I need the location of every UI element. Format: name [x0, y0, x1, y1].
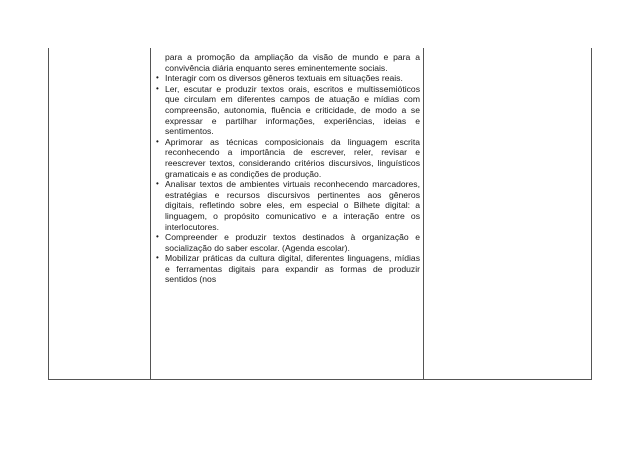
content-table [48, 48, 592, 380]
list-item-text: Analisar textos de ambientes virtuais reconhecendo marcadores, estratégias e recursos discursivos pertinentes aos gêneros digitais, refletindo sobre eles, em especial o Bilhete digital: a linguagem, o propósito comunicativo e a interação entre os interlocutores. [165, 179, 420, 232]
list-item-text: Interagir com os diversos gêneros textuais em situações reais. [165, 73, 403, 84]
list-item [155, 137, 420, 179]
right-column-cell [424, 48, 591, 379]
left-column-cell [49, 48, 151, 379]
list-item-text: Ler, escutar e produzir textos orais, escritos e multissemióticos que circulam em diferentes campos de atuação e mídias com compreensão, autonomia, fluência e criticidade, de modo a se expressar e partilhar informações, experiências, ideias e sentimentos. [165, 83, 420, 137]
list-item-text: Compreender e produzir textos destinados à organização e socialização do saber escolar. (Agenda escolar). [165, 232, 420, 253]
bullet-icon: • [156, 179, 159, 189]
middle-column-cell [151, 48, 424, 379]
bullet-icon: • [156, 83, 159, 93]
list-item-text: Aprimorar as técnicas composicionais da linguagem escrita reconhecendo a importância de escrever, reler, revisar e reescrever textos, considerando critérios discursivos, linguísticos gramaticais e as condições de produção. [165, 136, 420, 179]
bullet-icon: • [156, 253, 159, 263]
bullet-list [155, 73, 420, 285]
bullet-icon: • [156, 232, 159, 242]
bullet-icon: • [156, 136, 159, 146]
list-item [155, 179, 420, 232]
list-item [155, 253, 420, 285]
intro-paragraph: para a promoção da ampliação da visão de mundo e para a convivência diária enquanto seres eminentemente sociais. [165, 52, 420, 73]
bullet-icon: • [156, 73, 159, 83]
cell-text [155, 52, 420, 285]
list-item [155, 73, 420, 84]
list-item [155, 232, 420, 253]
list-item [155, 84, 420, 137]
list-item-text: Mobilizar práticas da cultura digital, diferentes linguagens, mídias e ferramentas digitais para expandir as formas de produzir sentidos (nos [165, 253, 420, 285]
